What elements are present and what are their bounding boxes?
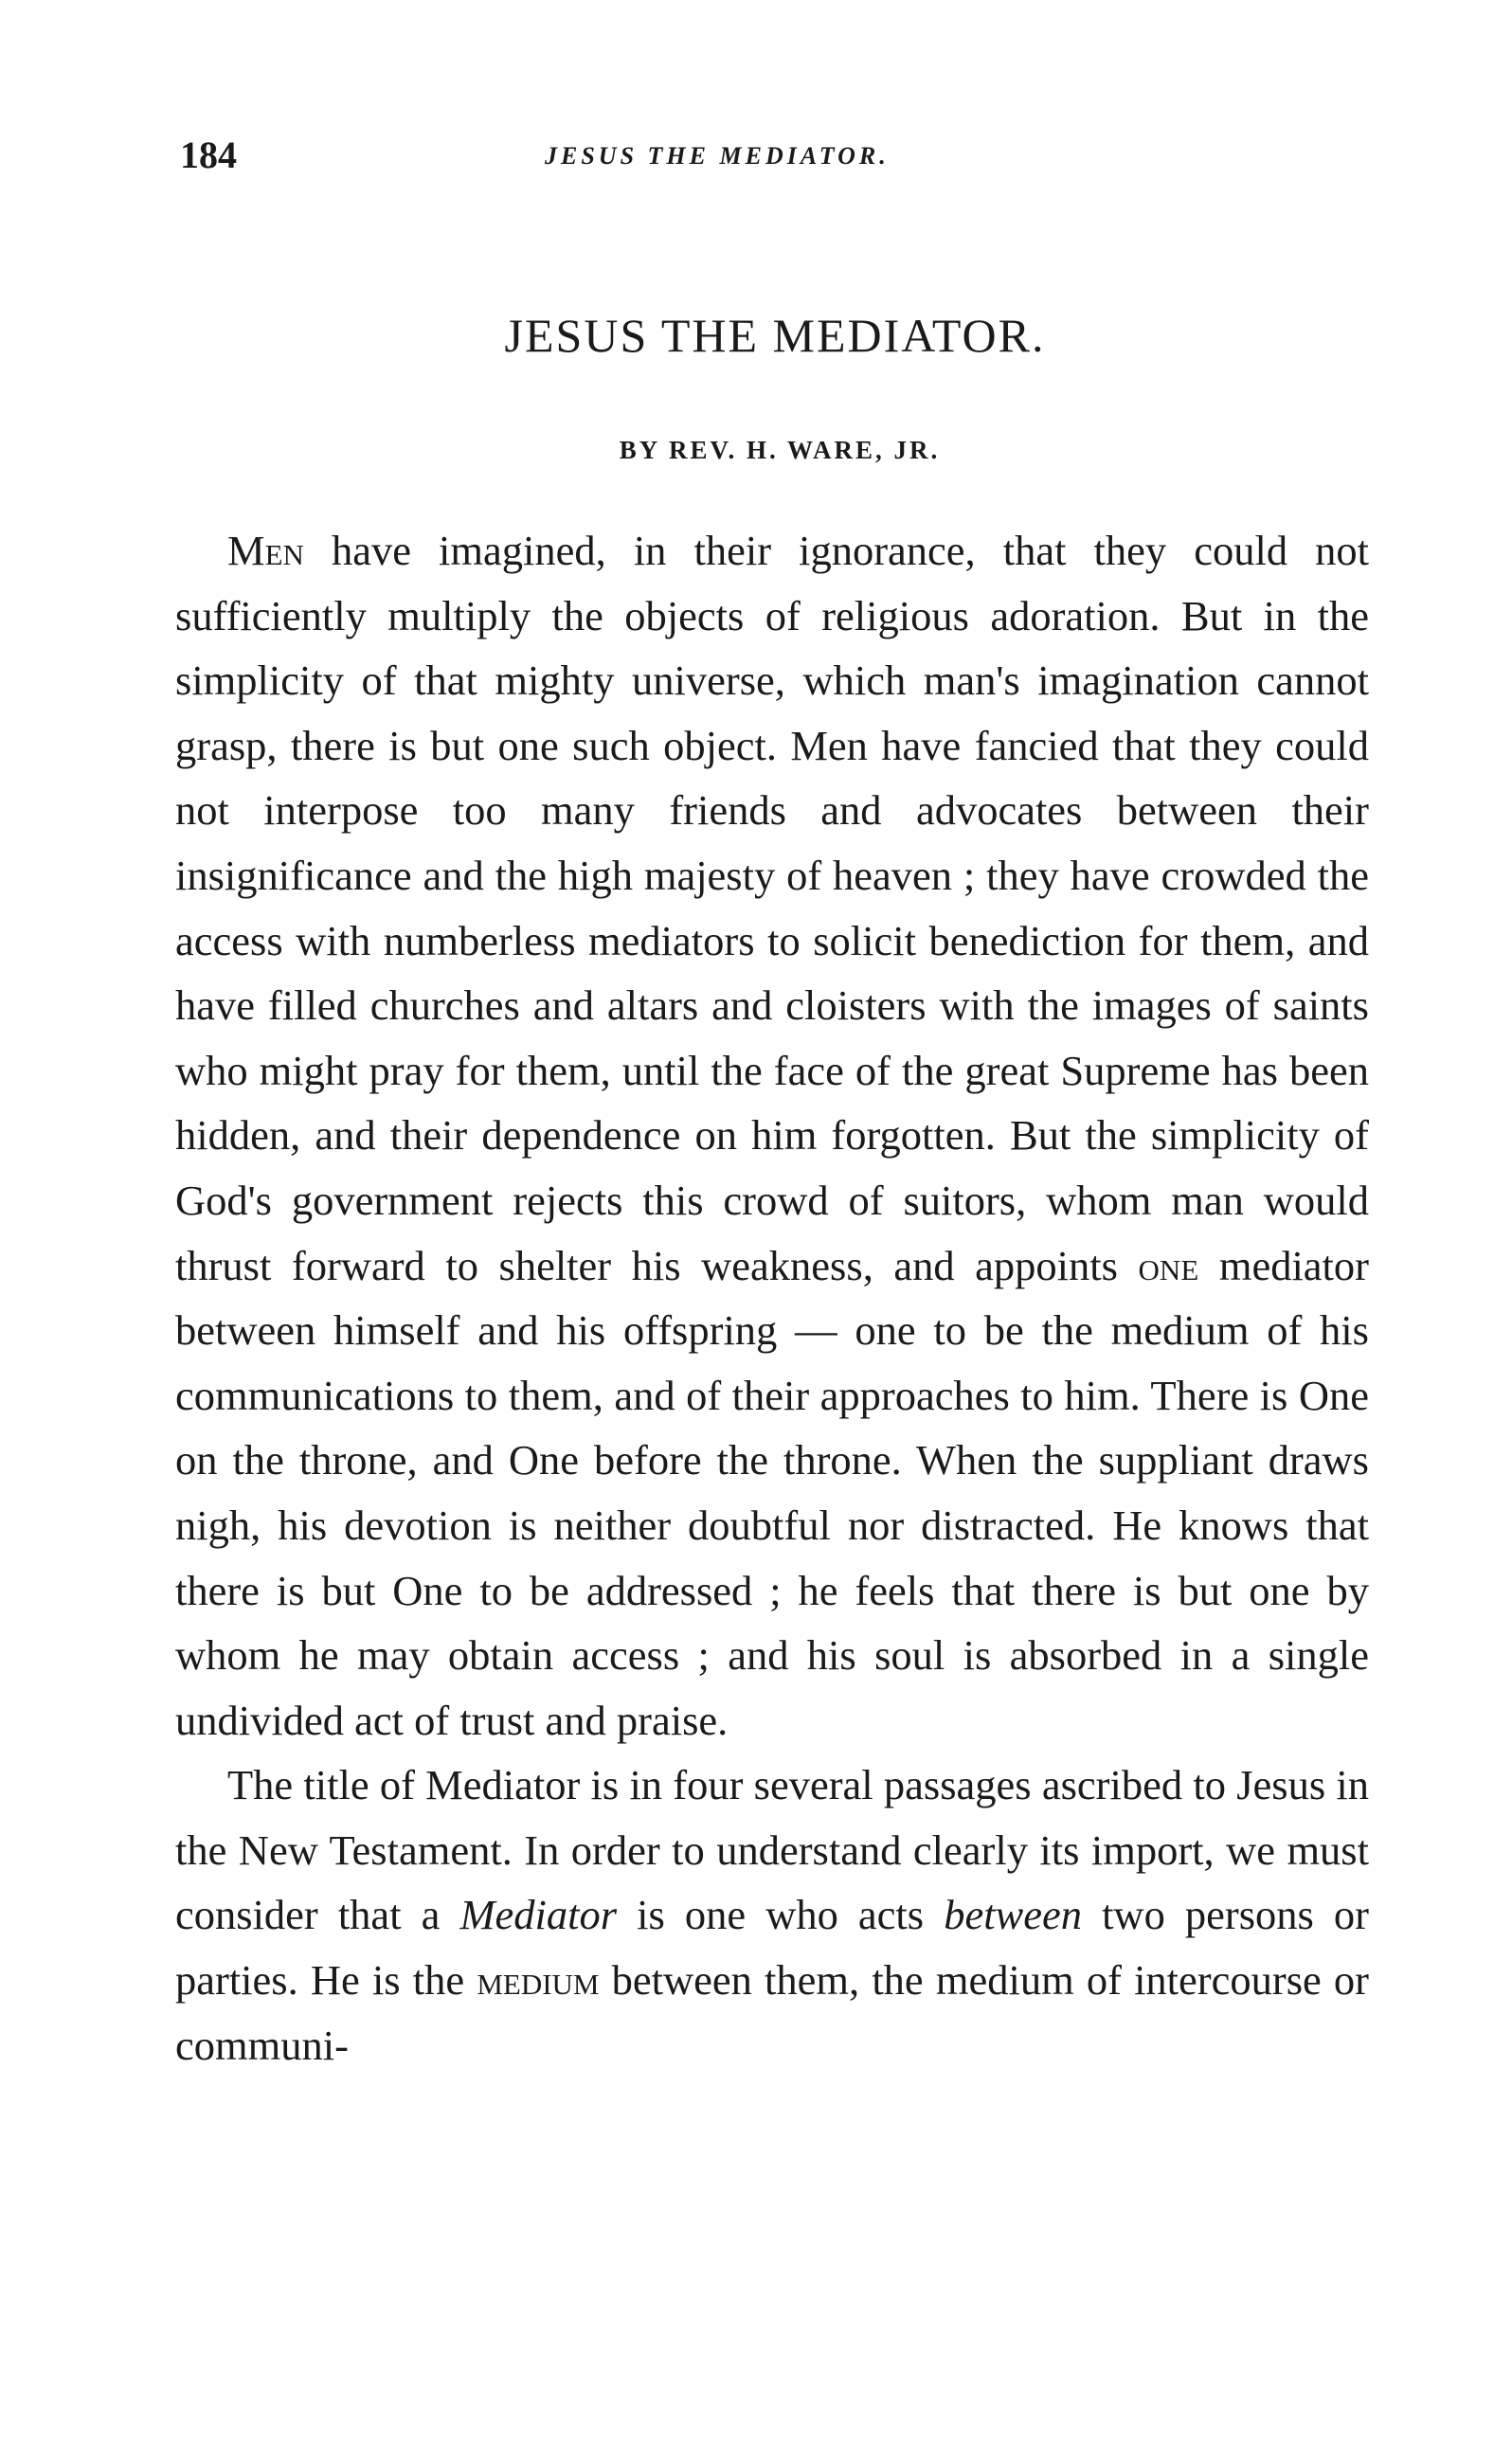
running-title: JESUS THE MEDIATOR.: [545, 142, 890, 170]
running-head: [180, 133, 1374, 189]
page-number: 184: [180, 134, 237, 176]
paragraph-2-text-d: between them, the medium of intercourse or communi-: [175, 1956, 1369, 2069]
small-caps-word: one: [1138, 1241, 1199, 1289]
paragraph-2-text-c: two persons or parties. He is the: [175, 1891, 1369, 2005]
italic-word-between: between: [944, 1891, 1082, 1939]
body-text: [175, 518, 1369, 2077]
paragraph-1-text-a: have imagined, in their ignorance, that they could not sufficiently multiply the objects of religious adoration. But in the simplicity of that mighty universe, which man's imagination cannot grasp, there is but one such object. Men have fancied that they could not interpose too many friends and advocates between their insignificance and the high majesty of heaven ; they have crowded the access with numberless mediators to solicit benediction for them, and have filled churches and altars and cloisters with the images of saints who might pray for them, until the face of the great Supreme has been hidden, and their dependence on him forgotten. But the simplicity of God's government rejects this crowd of suitors, whom man would thrust forward to shelter his weakness, and appoints: [175, 527, 1369, 1289]
small-caps-medium: medium: [477, 1956, 600, 2005]
paragraph-1: [175, 518, 1369, 1753]
italic-word-mediator: Mediator: [459, 1891, 618, 1939]
paragraph-1-text-b: mediator between himself and his offspring — one to be the medium of his communications to them, and of their approaches to him. There is One on the throne, and One before the throne. When the suppliant draws nigh, his devotion is neither doubtful nor distracted. He knows that there is but One to be addressed ; he feels that there is but one by whom he may obtain access ; and his soul is absorbed in a single undivided act of trust and praise.: [175, 1241, 1369, 1744]
paragraph-2-text-b: is one who acts: [617, 1891, 945, 1939]
drop-word: Men: [227, 527, 304, 574]
paragraph-2-text-a: The title of Mediator is in four several passages ascribed to Jesus in the New Testament. In order to understand clearly its import, we must consider that a: [175, 1761, 1369, 1939]
byline: BY REV. H. WARE, JR.: [619, 436, 941, 464]
paragraph-2: [175, 1753, 1369, 2077]
article-title: JESUS THE MEDIATOR.: [504, 309, 1046, 362]
